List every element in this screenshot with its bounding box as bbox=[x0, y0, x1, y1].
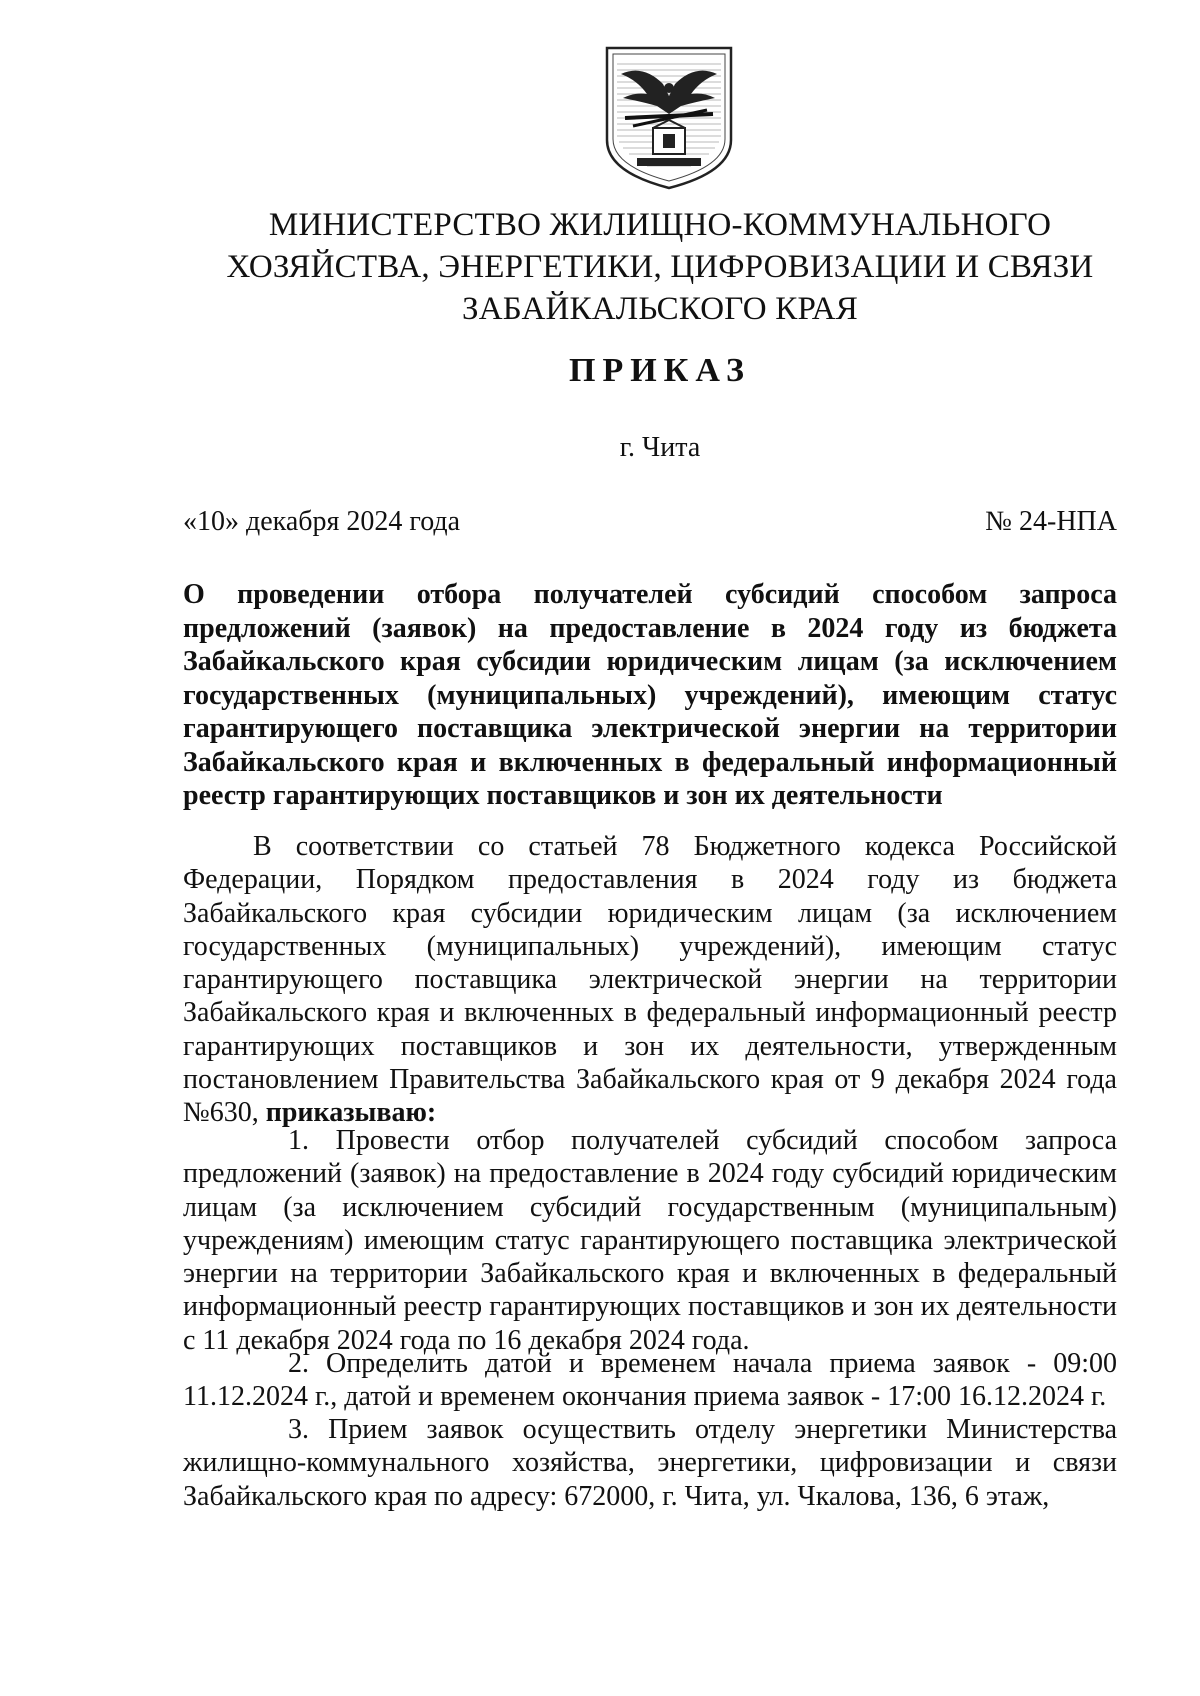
order-date: «10» декабря 2024 года bbox=[183, 506, 461, 537]
order-title: ПРИКАЗ bbox=[569, 352, 751, 389]
order-item-1: 1. Провести отбор получателей субсидий способом запроса предложений (заявок) на предоставление в 2024 году субсидий юридическим лицам (за исключением субсидий государственным (муниципальным) учреждениям) имеющим статус гарантирующего поставщика электрической энергии на территории Забайкальского края и включенных в федеральный информационный реестр гарантирующих поставщиков и зон их деятельности с 11 декабря 2024 года по 16 декабря 2024 года. bbox=[183, 1125, 1117, 1356]
order-subject-main: О проведении отбора получателей субсидий способом запроса предложений (заявок) на предоставление в 2024 году из бюджета Забайкальского края субсидии юридическим лицам (за исключением государственных (муниципальных) учреждений), имеющим статус гарантирующего поставщика электрической энергии на территории Забайкальского края и включенных в федеральный информационный bbox=[183, 579, 1117, 778]
order-number: № 24-НПА bbox=[985, 506, 1117, 537]
preamble-order-word: приказываю: bbox=[265, 1097, 437, 1129]
city: г. Чита bbox=[619, 432, 701, 463]
ministry-header bbox=[160, 204, 1160, 330]
order-item-3: 3. Прием заявок осуществить отделу энергетики Министерства жилищно-коммунального хозяйства, энергетики, цифровизации и связи Забайкальского края по адресу: 672000, г. Чита, ул. Чкалова, 136, 6 этаж, bbox=[183, 1414, 1117, 1512]
order-subject-last-line: реестр гарантирующих поставщиков и зон их деятельности bbox=[183, 780, 943, 811]
ministry-line-2: ХОЗЯЙСТВА, ЭНЕРГЕТИКИ, ЦИФРОВИЗАЦИИ И СВЯЗИ bbox=[226, 249, 1094, 285]
preamble-paragraph bbox=[183, 830, 1117, 1130]
coat-of-arms-emblem bbox=[603, 44, 735, 192]
ministry-line-3: ЗАБАЙКАЛЬСКОГО КРАЯ bbox=[461, 291, 859, 327]
order-item-2: 2. Определить датой и временем начала приема заявок - 09:00 11.12.2024 г., датой и временем окончания приема заявок - 17:00 16.12.2024 г. bbox=[183, 1348, 1117, 1413]
preamble-text: В соответствии со статьей 78 Бюджетного кодекса Российской Федерации, Порядком предоставления в 2024 году из бюджета Забайкальского края субсидии юридическим лицам (за исключением государственных (муниципальных) учреждений), имеющим статус гарантирующего поставщика электрической энергии на территории Забайкальского края и включенных в федеральный информационный реестр гарантирующих поставщиков и зон их деятельности, утвержденным постановлением Правительства Забайкальского края от 9 декабря 2024 года №630, bbox=[183, 831, 1117, 1129]
ministry-line-1: МИНИСТЕРСТВО ЖИЛИЩНО-КОММУНАЛЬНОГО bbox=[268, 207, 1052, 243]
order-subject bbox=[183, 578, 1117, 813]
